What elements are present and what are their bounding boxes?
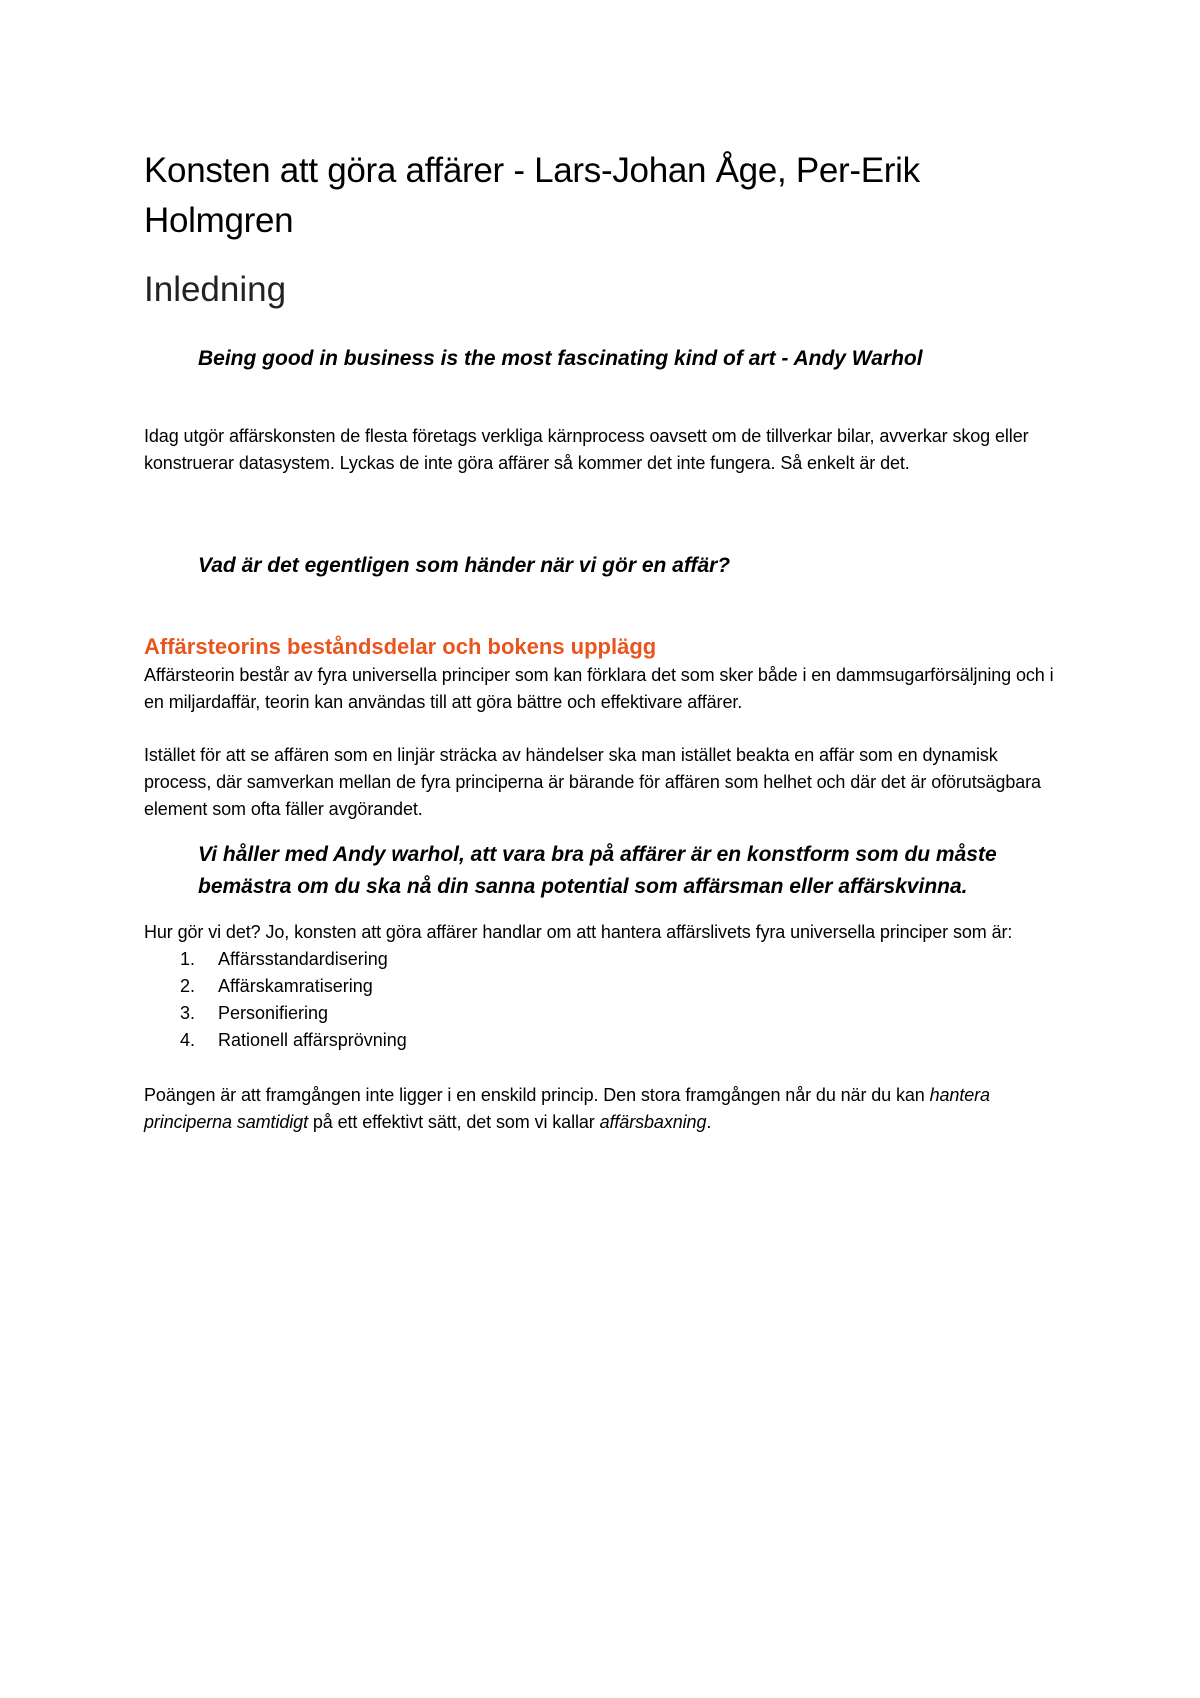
final-text-part: . [706, 1112, 712, 1132]
list-label: Affärsstandardisering [218, 949, 388, 969]
final-text-part: på ett effektivt sätt, det som vi kallar [307, 1112, 600, 1132]
list-item [144, 946, 1054, 973]
document-title: Konsten att göra affärer - Lars-Johan Åge, Per-Erik Holmgren [144, 151, 920, 240]
list-label: Personifiering [218, 1003, 329, 1023]
final-text-part: Poängen är att framgången inte ligger i en enskild princip. Den stora framgången når du när du kan [144, 1085, 930, 1105]
final-emphasis: affärsbaxning [599, 1112, 707, 1132]
list-number: 2. [180, 976, 196, 996]
list-item [144, 1000, 1054, 1027]
agreement-quote: Vi håller med Andy warhol, att vara bra på affärer är en konstform som du måste bemästra om du ska nå din sanna potential som affärsman eller affärskvinna. [198, 843, 997, 898]
list-item [144, 1027, 1054, 1054]
list-label: Rationell affärsprövning [218, 1030, 407, 1050]
question-heading: Vad är det egentligen som händer när vi gör en affär? [198, 554, 731, 577]
final-emphasis: hantera principerna samtidigt [144, 1085, 990, 1132]
principles-list [144, 946, 1054, 1054]
paragraph-principles-intro: Hur gör vi det? Jo, konsten att göra affärer handlar om att hantera affärslivets fyra universella principer som är: [144, 922, 1013, 942]
paragraph-theory: Affärsteorin består av fyra universella principer som kan förklara det som sker både i en dammsugarförsäljning och i en miljardaffär, teorin kan användas till att göra bättre och effektivare affärer. [144, 665, 1054, 712]
section-heading: Affärsteorins beståndsdelar och bokens upplägg [144, 634, 657, 659]
warhol-quote: Being good in business is the most fascinating kind of art - Andy Warhol [198, 347, 923, 370]
document-content [144, 146, 1054, 1136]
list-number: 4. [180, 1030, 196, 1050]
final-paragraph [144, 1082, 1054, 1136]
list-number: 1. [180, 949, 196, 969]
list-label: Affärskamratisering [218, 976, 373, 996]
list-item [144, 973, 1054, 1000]
paragraph-process: Istället för att se affären som en linjär sträcka av händelser ska man istället beakta en affär som en dynamisk process, där samverkan mellan de fyra principerna är bärande för affären som helhet och där det är oförutsägbara element som ofta fäller avgörandet. [144, 745, 1041, 819]
document-subtitle: Inledning [144, 270, 287, 309]
list-number: 3. [180, 1003, 196, 1023]
intro-paragraph: Idag utgör affärskonsten de flesta företags verkliga kärnprocess oavsett om de tillverkar bilar, avverkar skog eller konstruerar datasystem. Lyckas de inte göra affärer så kommer det inte fungera. Så enkelt är det. [144, 426, 1029, 473]
